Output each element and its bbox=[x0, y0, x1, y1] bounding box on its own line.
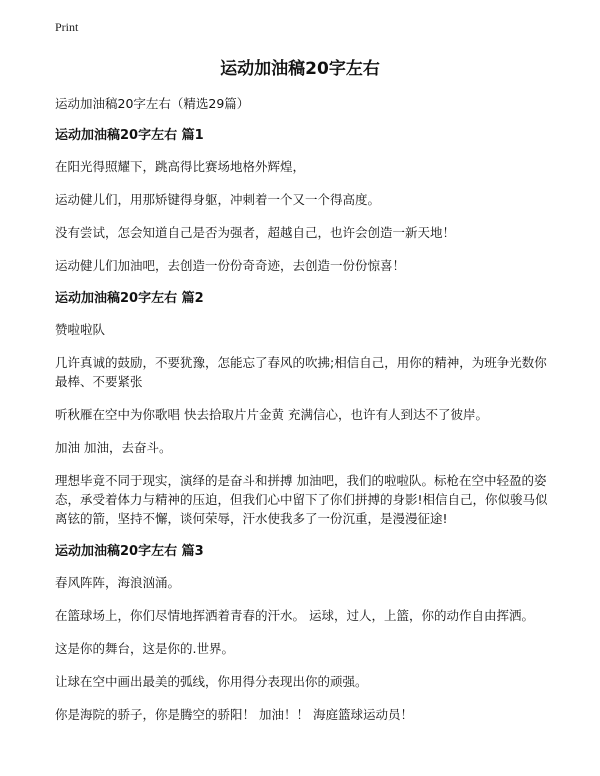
section-heading: 运动加油稿20字左右 篇3 bbox=[55, 544, 204, 559]
paragraph: 这是你的舞台，这是你的.世界。 bbox=[55, 641, 234, 656]
document-body bbox=[55, 94, 550, 738]
section-2 bbox=[55, 289, 550, 528]
paragraph: 运动健儿们，用那矫键得身躯，冲刺着一个又一个得高度。 bbox=[55, 192, 381, 207]
paragraph: 让球在空中画出最美的弧线，你用得分表现出你的顽强。 bbox=[55, 674, 368, 689]
paragraph: 运动健儿们加油吧，去创造一份份奇奇迹，去创造一份份惊喜！ bbox=[55, 258, 406, 273]
section-1 bbox=[55, 126, 550, 275]
section-heading: 运动加油稿20字左右 篇2 bbox=[55, 291, 204, 306]
paragraph: 你是海院的骄子，你是腾空的骄阳！ 加油！！ 海庭篮球运动员！ bbox=[55, 707, 413, 722]
paragraph: 理想毕竟不同于现实，演绎的是奋斗和拼搏 加油吧，我们的啦啦队。标枪在空中轻盈的姿态，承受着体力与精神的压迫，但我们心中留下了你们拼搏的身影!相信自己，你似骏马似离铉的箭，坚持不懈，谈何荣辱，汗水使我多了一份沉重，是漫漫征途! bbox=[55, 473, 548, 526]
print-link[interactable]: Print bbox=[55, 20, 79, 34]
paragraph: 加油 加油，去奋斗。 bbox=[55, 440, 172, 455]
section-3 bbox=[55, 542, 550, 724]
paragraph: 春风阵阵，海浪汹涌。 bbox=[55, 575, 181, 590]
paragraph: 听秋雁在空中为你歌唱 快去拾取片片金黄 充满信心，也许有人到达不了彼岸。 bbox=[55, 407, 488, 422]
paragraph: 在阳光得照耀下，跳高得比赛场地格外辉煌， bbox=[55, 159, 306, 174]
section-heading: 运动加油稿20字左右 篇1 bbox=[55, 128, 204, 143]
document-subtitle: 运动加油稿20字左右（精选29篇） bbox=[55, 96, 250, 111]
paragraph: 没有尝试，怎会知道自己是否为强者，超越自己，也许会创造一新天地！ bbox=[55, 225, 456, 240]
paragraph: 赞啦啦队 bbox=[55, 322, 106, 337]
document-title: 运动加油稿20字左右 bbox=[220, 59, 380, 79]
paragraph: 在篮球场上，你们尽情地挥洒着青春的汗水。 运球，过人，上篮，你的动作自由挥洒。 bbox=[55, 608, 534, 623]
paragraph: 几许真诚的鼓励，不要犹豫，怎能忘了春风的吹拂;相信自己，用你的精神，为班争光数你最棒、不要紧张 bbox=[55, 355, 547, 389]
